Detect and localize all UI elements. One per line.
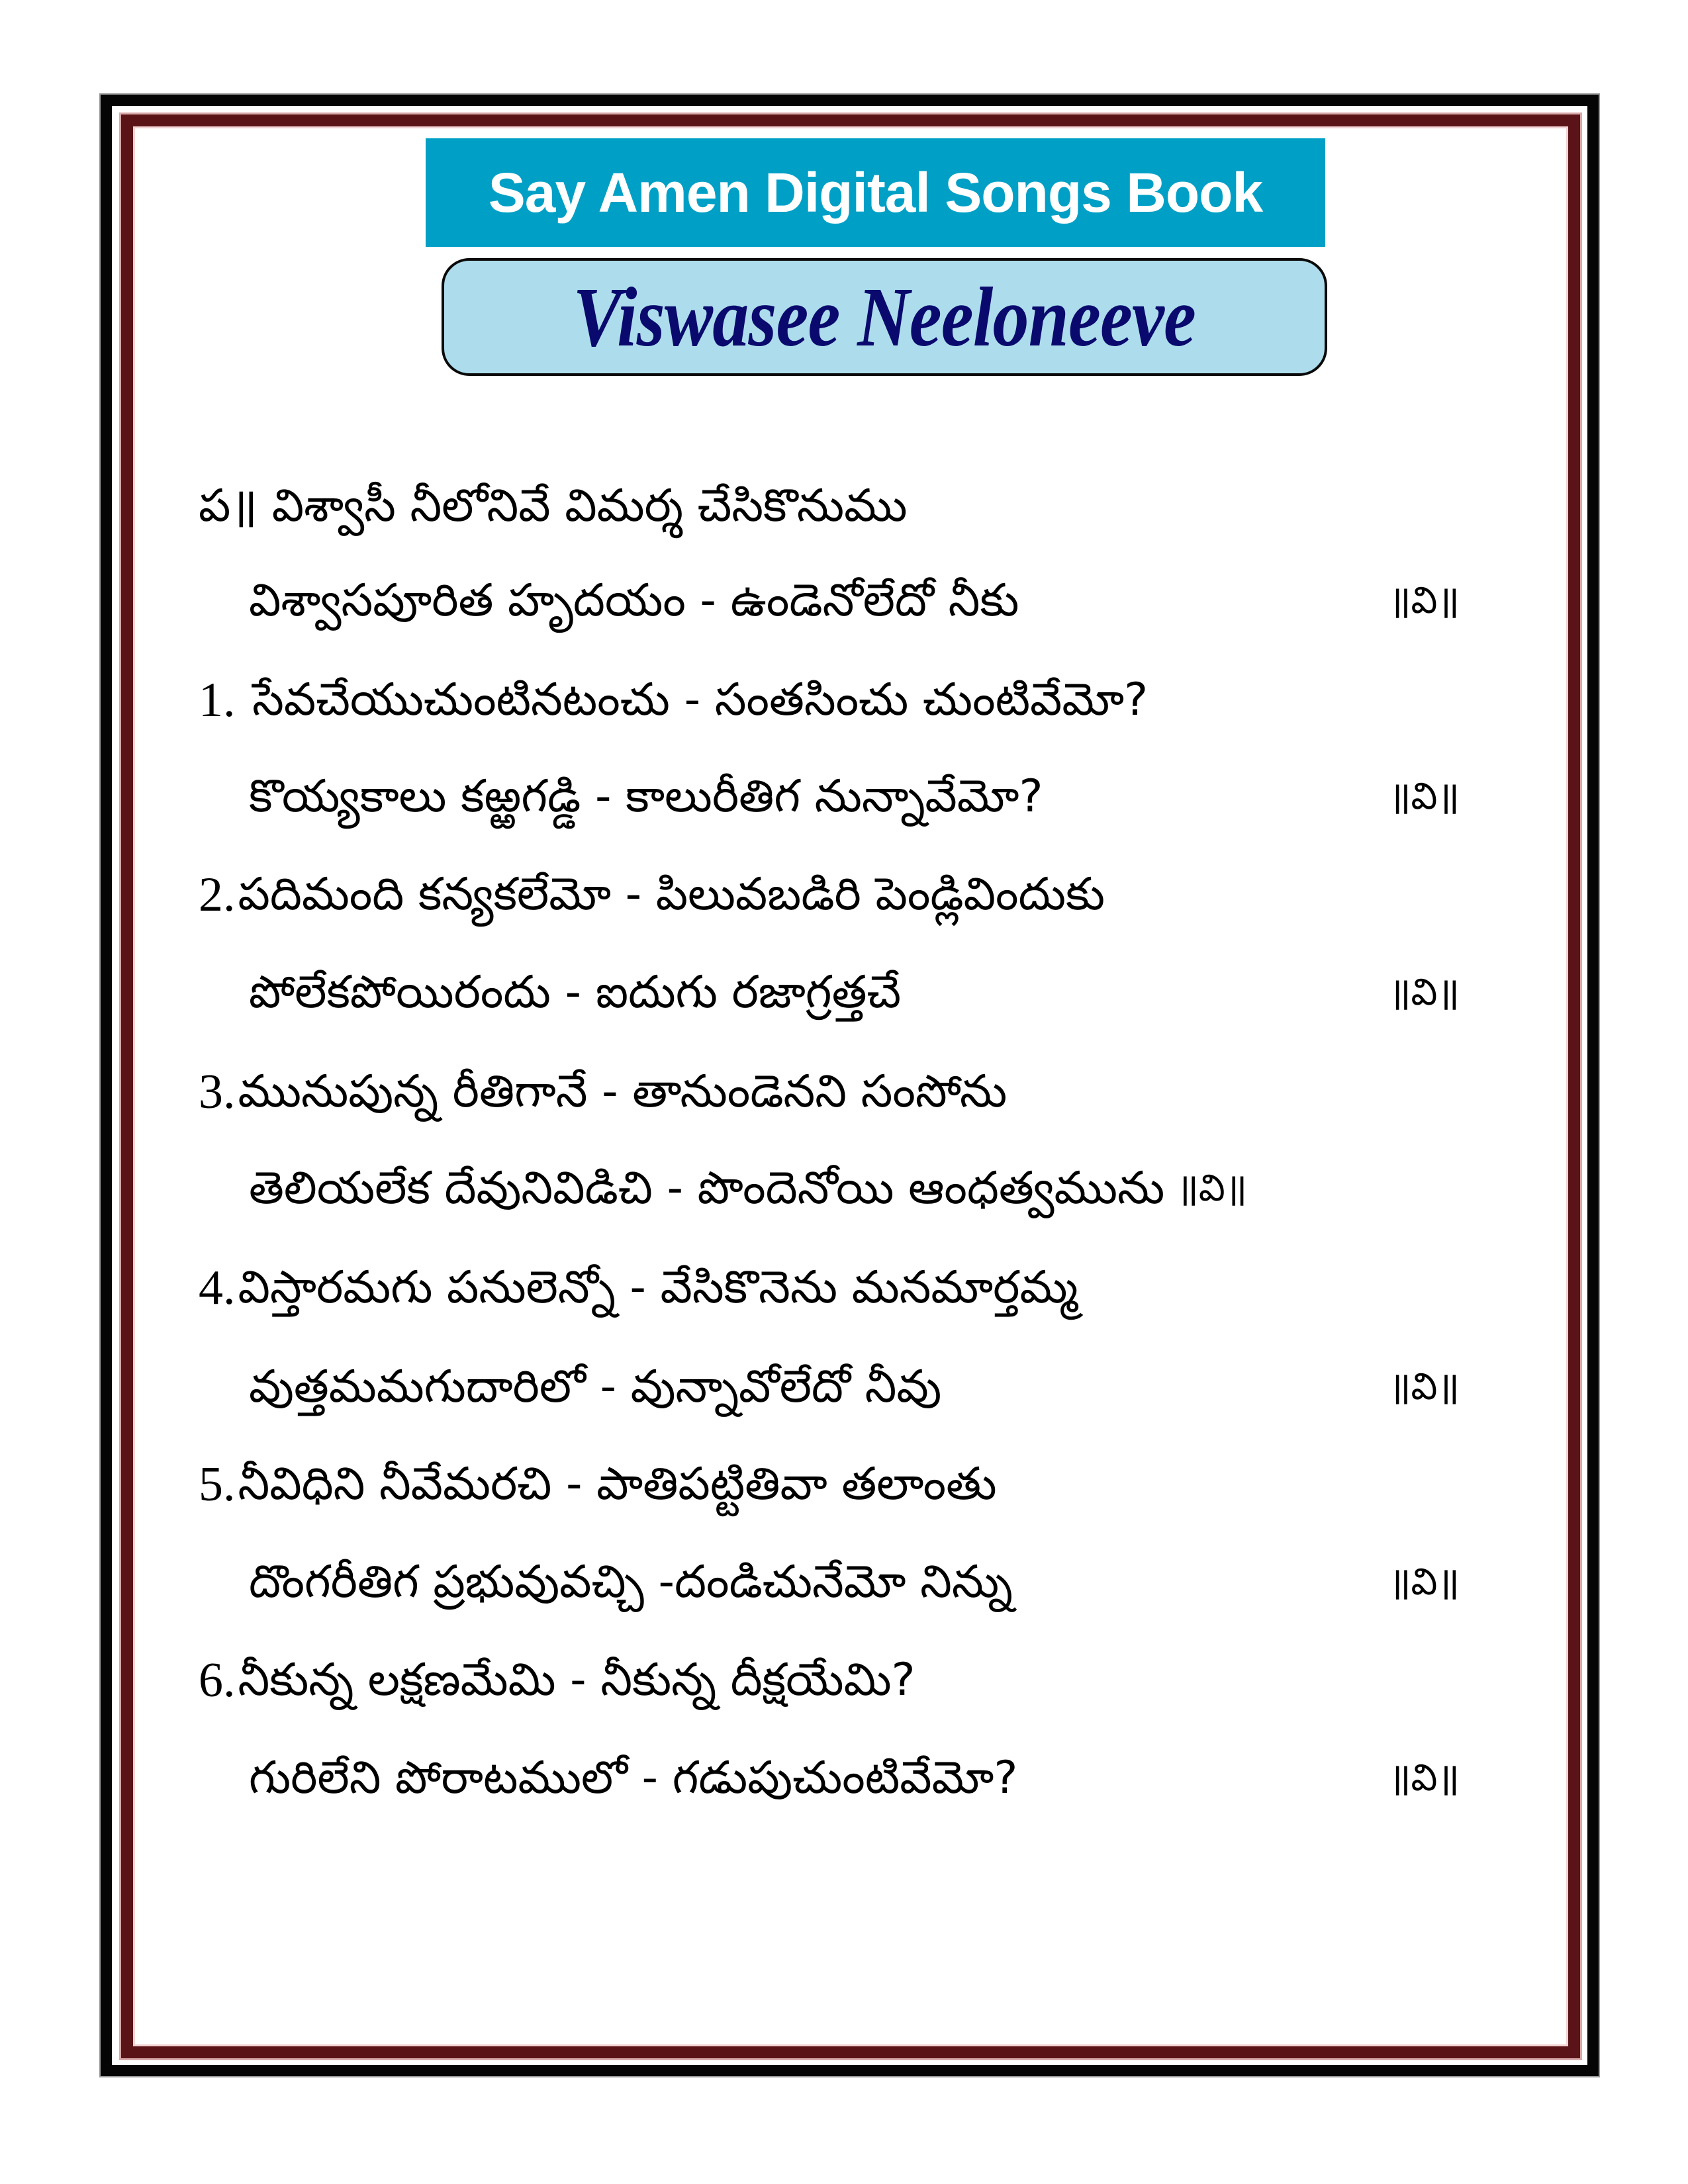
lyric-text: దొంగరీతిగ ప్రభువువచ్చి -దండిచునేమో నిన్ను [249, 1556, 1013, 1608]
lyric-text: మునుపున్న రీతిగానే - తానుండెనని సంసోను [238, 1066, 1008, 1118]
verse-5-line-1 [199, 1438, 997, 1531]
refrain-marker: ॥వి॥ [1389, 579, 1460, 622]
verse-6-line-1 [199, 1634, 915, 1727]
verse-6-line-2 [249, 1732, 1017, 1825]
verse-3-line-1 [199, 1046, 1007, 1138]
pallavi-line-2 [249, 555, 1019, 647]
songbook-banner-text: Say Amen Digital Songs Book [488, 161, 1263, 224]
lyric-text: విశ్వాసీ నీలోనివే విమర్శ చేసికొనుము [271, 480, 908, 532]
refrain-marker: ॥వి॥ [1389, 1561, 1460, 1604]
lyric-text: పదిమంది కన్యకలేమో - పిలువబడిరి పెండ్లివిందుకు [238, 868, 1105, 921]
lyric-text: నీవిధిని నీవేమరచి - పాతిపట్టితివా తలాంతు [238, 1458, 997, 1510]
lyric-text: పోలేకపోయిరందు - ఐదుగు రజాగ్రత్తచే [249, 966, 902, 1019]
verse-2-line-2 [249, 946, 901, 1039]
verse-4-line-1 [199, 1242, 1078, 1334]
verse-number: 1. [199, 673, 236, 727]
verse-5-line-2 [249, 1536, 1013, 1629]
verse-2-line-1 [199, 848, 1105, 941]
verse-1-line-1 [199, 654, 1148, 747]
lyric-text: వుత్తమమగుదారిలో - వున్నావోలేదో నీవు [249, 1361, 942, 1413]
verse-number: 2. [199, 868, 236, 922]
pallavi-line-1 [199, 460, 908, 553]
verse-number: 5. [199, 1457, 236, 1512]
verse-3-line-2 [249, 1142, 1247, 1235]
verse-4-line-2 [249, 1341, 941, 1433]
lyric-text: నీకున్న లక్షణమేమి - నీకున్న దీక్షయేమి? [238, 1654, 915, 1706]
lyric-text: తెలియలేక దేవునివిడిచి - పొందెనోయి ఆంధత్వమును [249, 1162, 1165, 1214]
verse-1-line-2 [249, 751, 1043, 843]
refrain-marker: ॥వి॥ [1389, 775, 1460, 818]
refrain-marker: ॥వి॥ [1389, 1365, 1460, 1408]
pallavi-label: ప॥ [199, 480, 258, 532]
verse-number: 4. [199, 1261, 236, 1315]
lyric-text: విస్తారమగు పనులెన్నో - వేసికొనెను మనమార్తమ్మ [238, 1261, 1078, 1314]
refrain-marker: ॥వి॥ [1389, 1756, 1460, 1799]
lyric-text: గురిలేని పోరాటములో - గడుపుచుంటివేమో? [249, 1752, 1018, 1804]
refrain-marker: ॥వి॥ [1389, 971, 1460, 1014]
refrain-marker: ॥వి॥ [1176, 1167, 1248, 1210]
verse-number: 6. [199, 1653, 236, 1707]
lyric-text: సేవచేయుచుంటినటంచు - సంతసించు చుంటివేమో? [252, 674, 1149, 726]
song-title: Viswasee Neeloneeve [573, 270, 1196, 364]
lyric-text: కొయ్యకాలు కఱ్ఱగడ్డి - కాలురీతిగ నున్నావేమో? [249, 770, 1043, 823]
lyric-text: విశ్వాసపూరిత హృదయం - ఉండెనోలేదో నీకు [249, 574, 1019, 627]
verse-number: 3. [199, 1065, 236, 1119]
